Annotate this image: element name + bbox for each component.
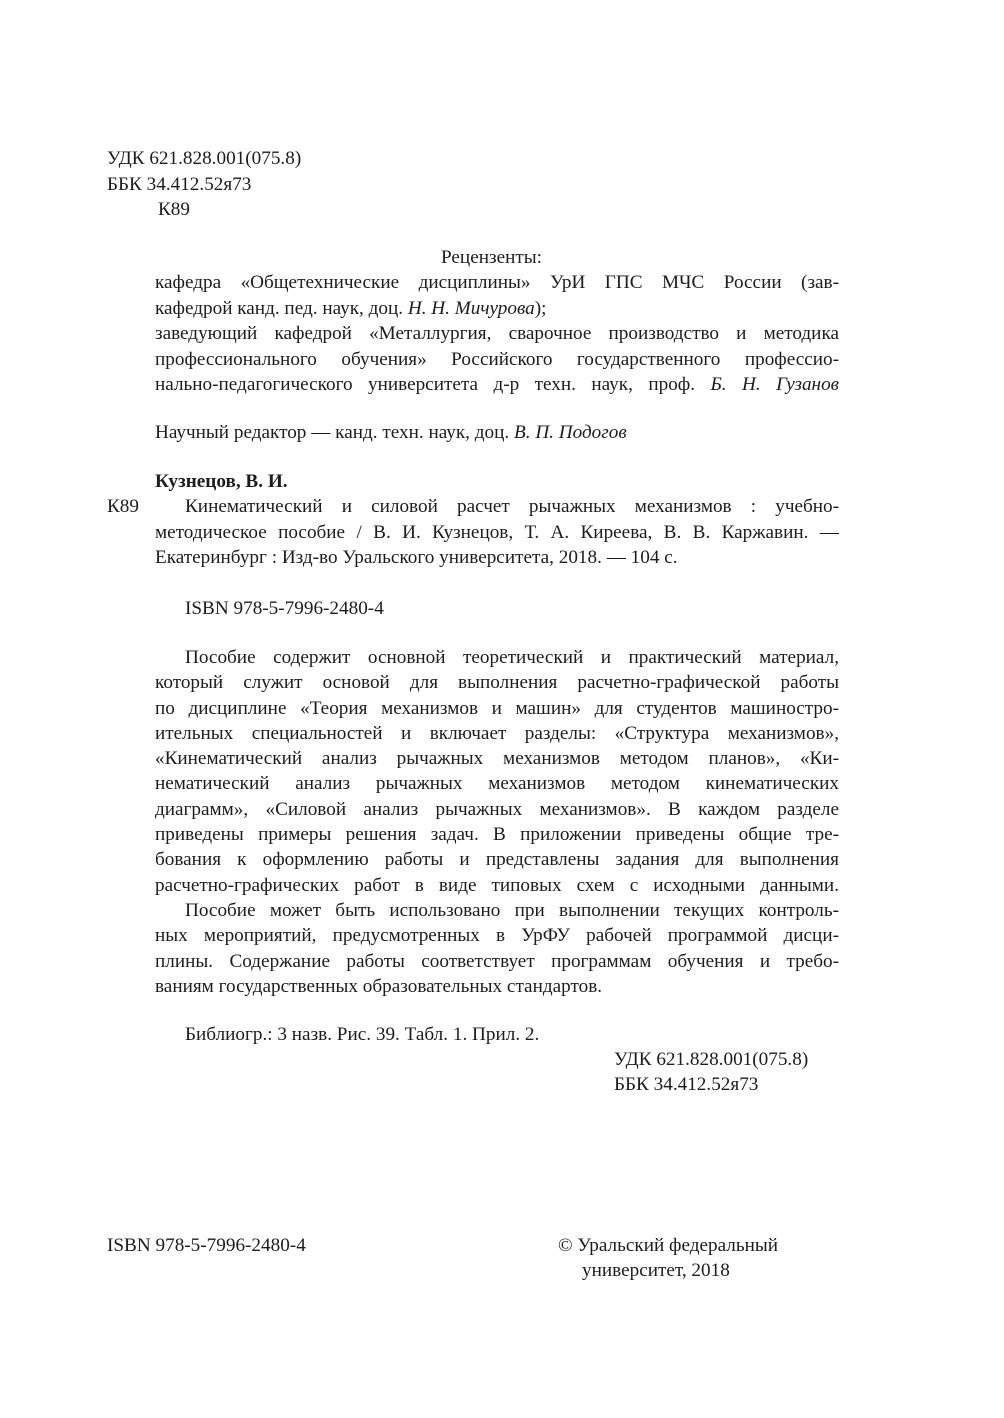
bib-line-1: Кинематический и силовой расчет рычажных механизмов : учебно- bbox=[185, 496, 839, 517]
reviewers-heading: Рецензенты: bbox=[441, 247, 542, 268]
reviewer-2-line-3 bbox=[155, 372, 839, 398]
abstract-p1-line-10: расчетно-графических работ в виде типовых схем с исходными данными. bbox=[155, 875, 839, 896]
reviewer-2-name: Б. Н. Гузанов bbox=[710, 374, 839, 395]
udk-code-bottom: УДК 621.828.001(075.8) bbox=[614, 1049, 809, 1070]
reviewer-1-line-2 bbox=[155, 296, 546, 322]
bbk-code-top: ББК 34.412.52я73 bbox=[107, 174, 252, 195]
author-heading: Кузнецов, В. И. bbox=[155, 471, 288, 492]
editor-credentials: Научный редактор — канд. техн. наук, доц. bbox=[155, 422, 514, 443]
abstract-p1-line-8: приведены примеры решения задач. В приложении приведены общие тре- bbox=[155, 824, 839, 845]
bib-line-3: Екатеринбург : Изд-во Уральского университета, 2018. — 104 с. bbox=[155, 547, 678, 568]
reviewer-1-end: ); bbox=[534, 298, 547, 319]
abstract-p1-line-4: ительных специальностей и включает разделы: «Структура механизмов», bbox=[155, 723, 839, 744]
abstract-p1-line-9: бования к оформлению работы и представлены задания для выполнения bbox=[155, 849, 839, 870]
abstract-p1-line-2: который служит основой для выполнения расчетно-графической работы bbox=[155, 672, 839, 693]
abstract-p1-line-5: «Кинематический анализ рычажных механизмов методом планов», «Ки- bbox=[155, 748, 839, 769]
reviewer-2-line-1: заведующий кафедрой «Металлургия, сварочное производство и методика bbox=[155, 323, 839, 344]
abstract-p2-line-4: ваниям государственных образовательных стандартов. bbox=[155, 976, 603, 997]
abstract-p2-line-2: ных мероприятий, предусмотренных в УрФУ рабочей программой дисци- bbox=[155, 925, 839, 946]
abstract-p2-line-3: плины. Содержание работы соответствует программам обучения и требо- bbox=[155, 951, 839, 972]
author-mark: К89 bbox=[107, 496, 139, 517]
reviewer-2-line-2: профессионального обучения» Российского государственного профессио- bbox=[155, 349, 839, 370]
bbk-code-bottom: ББК 34.412.52я73 bbox=[614, 1074, 759, 1095]
copyright-line-2: университет, 2018 bbox=[582, 1260, 730, 1281]
abstract-p1-line-7: диаграмм», «Силовой анализ рычажных механизмов». В каждом разделе bbox=[155, 799, 839, 820]
abstract-p1-line-1: Пособие содержит основной теоретический и практический материал, bbox=[185, 647, 839, 668]
scientific-editor bbox=[155, 420, 627, 446]
copyright-line-1: © Уральский федеральный bbox=[558, 1235, 779, 1256]
abstract-p1-line-3: по дисциплине «Теория механизмов и машин» для студентов машиностро- bbox=[155, 698, 839, 719]
reviewer-1-line-1: кафедра «Общетехнические дисциплины» УрИ ГПС МЧС России (зав- bbox=[155, 272, 839, 293]
isbn-record: ISBN 978-5-7996-2480-4 bbox=[185, 598, 384, 619]
abstract-p2-line-1: Пособие может быть использовано при выполнении текущих контроль- bbox=[185, 900, 839, 921]
bibliography-summary: Библиогр.: 3 назв. Рис. 39. Табл. 1. Прил. 2. bbox=[185, 1024, 540, 1045]
reviewer-1-name: Н. Н. Мичурова bbox=[407, 298, 535, 319]
editor-name: В. П. Подогов bbox=[514, 422, 627, 443]
isbn-bottom: ISBN 978-5-7996-2480-4 bbox=[107, 1235, 306, 1256]
abstract-p1-line-6: нематический анализ рычажных механизмов методом кинематических bbox=[155, 773, 839, 794]
udk-code-top: УДК 621.828.001(075.8) bbox=[107, 148, 302, 169]
bib-line-2: методическое пособие / В. И. Кузнецов, Т. А. Киреева, В. В. Каржавин. — bbox=[155, 522, 839, 543]
reviewer-2-credentials: нально-педагогического университета д-р техн. наук, проф. bbox=[155, 374, 711, 395]
author-mark-top: К89 bbox=[158, 199, 190, 220]
reviewer-1-credentials: кафедрой канд. пед. наук, доц. bbox=[155, 298, 408, 319]
